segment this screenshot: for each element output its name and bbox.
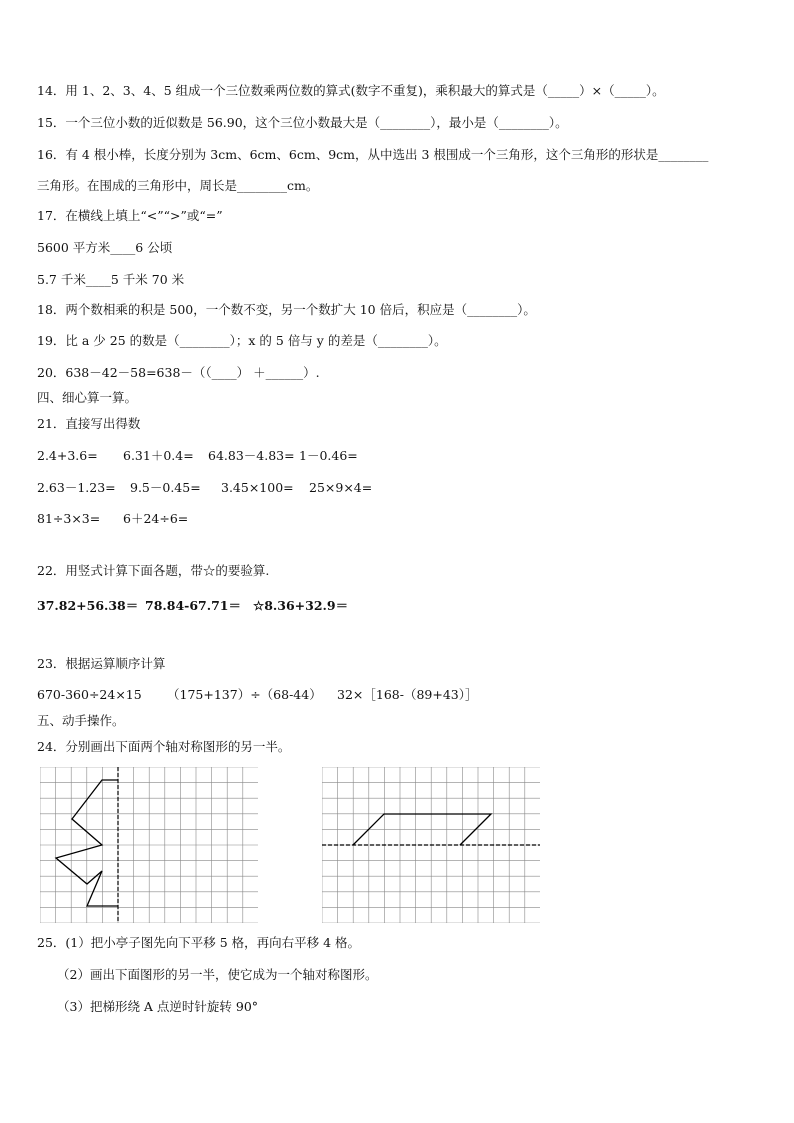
q21-expression: 6.31＋0.4= [123, 448, 194, 463]
question-23: 23．根据运算顺序计算 [37, 656, 166, 671]
question-18: 18．两个数相乘的积是 500，一个数不变，另一个数扩大 10 倍后，积应是（________）。 [37, 302, 536, 317]
q21-row-2 [37, 480, 537, 496]
q23-expression: 670-360÷24×15 [37, 687, 142, 702]
question-16-line-2: 三角形。在围成的三角形中，周长是________cm。 [37, 178, 319, 193]
q21-expression: 2.4+3.6= [37, 448, 98, 463]
q23-expression: （175+137）÷（68-44） [167, 687, 322, 702]
q21-expression: 1－0.46= [299, 448, 358, 463]
question-17-item-2: 5.7 千米____5 千米 70 米 [37, 272, 185, 287]
q21-expression: 64.83－4.83= [208, 448, 295, 463]
left-symmetry-grid [40, 767, 260, 923]
q21-expression: 3.45×100= [221, 480, 294, 495]
question-17: 17．在横线上填上“<”“>”或“=” [37, 208, 223, 223]
q21-expression: 6＋24÷6= [123, 511, 189, 526]
q23-expression: 32×［168-（89+43）］ [337, 687, 478, 702]
right-symmetry-grid [322, 767, 540, 923]
question-14: 14．用 1、2、3、4、5 组成一个三位数乘两位数的算式(数字不重复)，乘积最大的算式是（_____）×（_____）。 [37, 83, 665, 98]
q21-expression: 2.63－1.23= [37, 480, 116, 495]
question-25-part-2: （2）画出下面图形的另一半，使它成为一个轴对称图形。 [57, 967, 378, 982]
q22-expression: 78.84-67.71＝ [145, 598, 241, 613]
question-22: 22．用竖式计算下面各题，带☆的要验算. [37, 563, 270, 578]
q23-items [37, 687, 537, 703]
q21-expression: 9.5－0.45= [130, 480, 201, 495]
question-15: 15．一个三位小数的近似数是 56.90，这个三位小数最大是（________），最小是（________）。 [37, 115, 568, 130]
question-20: 20．638－42－58=638－（（____） ＋______）. [37, 365, 320, 380]
q21-row-3 [37, 511, 537, 527]
question-24: 24．分别画出下面两个轴对称图形的另一半。 [37, 739, 291, 754]
section-5-heading: 五、动手操作。 [37, 713, 125, 728]
q22-expression: 37.82+56.38＝ [37, 598, 139, 613]
question-25-part-3: （3）把梯形绕 A 点逆时针旋转 90° [57, 999, 259, 1014]
question-16-line-1: 16．有 4 根小棒，长度分别为 3cm、6cm、6cm、9cm，从中选出 3 根围成一个三角形，这个三角形的形状是________ [37, 147, 709, 162]
q21-row-1 [37, 448, 537, 464]
section-4-heading: 四、细心算一算。 [37, 390, 138, 405]
question-25-part-1: 25．(1）把小亭子图先向下平移 5 格，再向右平移 4 格。 [37, 935, 361, 950]
question-19: 19．比 a 少 25 的数是（________）；x 的 5 倍与 y 的差是（________）。 [37, 333, 447, 348]
question-21: 21．直接写出得数 [37, 416, 141, 431]
q22-items [37, 598, 537, 614]
q21-expression: 25×9×4= [309, 480, 373, 495]
q22-expression: ☆8.36+32.9＝ [253, 598, 349, 613]
question-17-item-1: 5600 平方米____6 公顷 [37, 240, 173, 255]
q21-expression: 81÷3×3= [37, 511, 101, 526]
grid-lines [40, 767, 258, 923]
